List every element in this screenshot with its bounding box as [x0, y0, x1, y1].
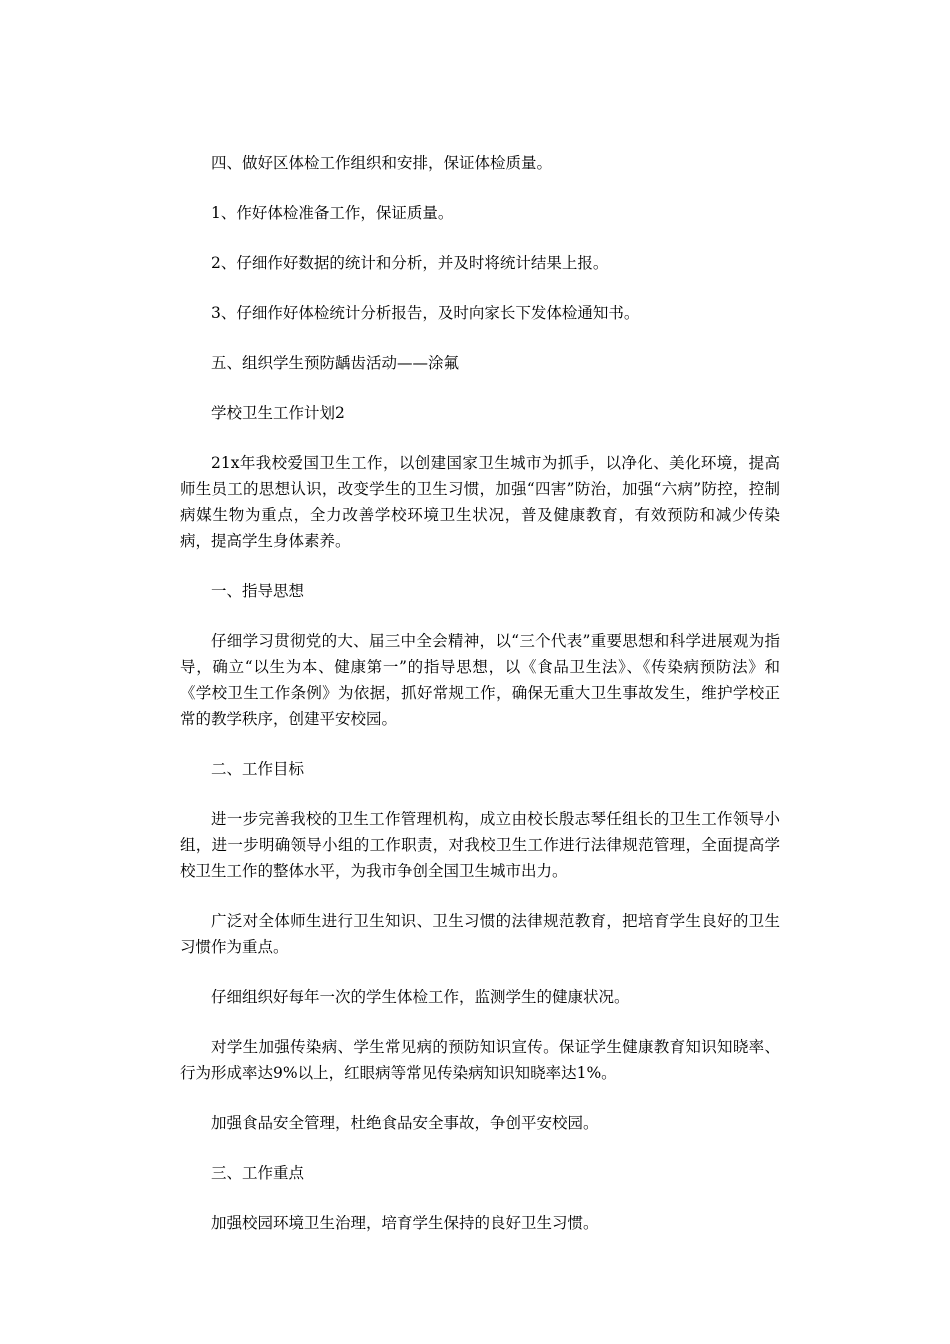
body-paragraph: 加强校园环境卫生治理，培育学生保持的良好卫生习惯。 — [211, 1214, 599, 1232]
section-heading-five: 五、组织学生预防龋齿活动——涂氟 — [211, 354, 460, 372]
list-item: 3、仔细作好体检统计分析报告，及时向家长下发体检通知书。 — [211, 304, 640, 322]
body-paragraph: 广泛对全体师生进行卫生知识、卫生习惯的法律规范教育，把培育学生良好的卫生习惯作为重点。 — [180, 912, 780, 956]
list-item: 2、仔细作好数据的统计和分析，并及时将统计结果上报。 — [211, 254, 609, 272]
body-paragraph: 加强食品安全管理，杜绝食品安全事故，争创平安校园。 — [211, 1114, 599, 1132]
body-paragraph: 21x年我校爱国卫生工作，以创建国家卫生城市为抓手，以净化、美化环境，提高师生员工的思想认识，改变学生的卫生习惯，加强“四害”防治，加强“六病”防控，控制病媒生物为重点，全力改善学校环境卫生状况，普及健康教育，有效预防和减少传染病，提高学生身体素养。 — [180, 454, 780, 550]
document-body — [180, 150, 780, 1260]
section-heading-four: 四、做好区体检工作组织和安排，保证体检质量。 — [211, 154, 553, 172]
body-paragraph: 仔细组织好每年一次的学生体检工作，监测学生的健康状况。 — [211, 988, 630, 1006]
body-paragraph: 对学生加强传染病、学生常见病的预防知识宣传。保证学生健康教育知识知晓率、行为形成率达9%以上，红眼病等常见传染病知识知晓率达1%。 — [180, 1038, 780, 1082]
body-paragraph: 仔细学习贯彻党的大、届三中全会精神，以“三个代表”重要思想和科学进展观为指导，确立“以生为本、健康第一”的指导思想，以《食品卫生法》、《传染病预防法》和《学校卫生工作条例》为依据，抓好常规工作，确保无重大卫生事故发生，维护学校正常的教学秩序，创建平安校园。 — [180, 632, 780, 728]
document-title: 学校卫生工作计划2 — [211, 404, 345, 422]
section-heading-three: 三、工作重点 — [211, 1164, 305, 1182]
body-paragraph: 进一步完善我校的卫生工作管理机构，成立由校长殷志琴任组长的卫生工作领导小组，进一步明确领导小组的工作职责，对我校卫生工作进行法律规范管理，全面提高学校卫生工作的整体水平，为我市争创全国卫生城市出力。 — [180, 810, 780, 880]
list-item: 1、作好体检准备工作，保证质量。 — [211, 204, 454, 222]
section-heading-one: 一、指导思想 — [211, 582, 305, 600]
section-heading-two: 二、工作目标 — [211, 760, 305, 778]
